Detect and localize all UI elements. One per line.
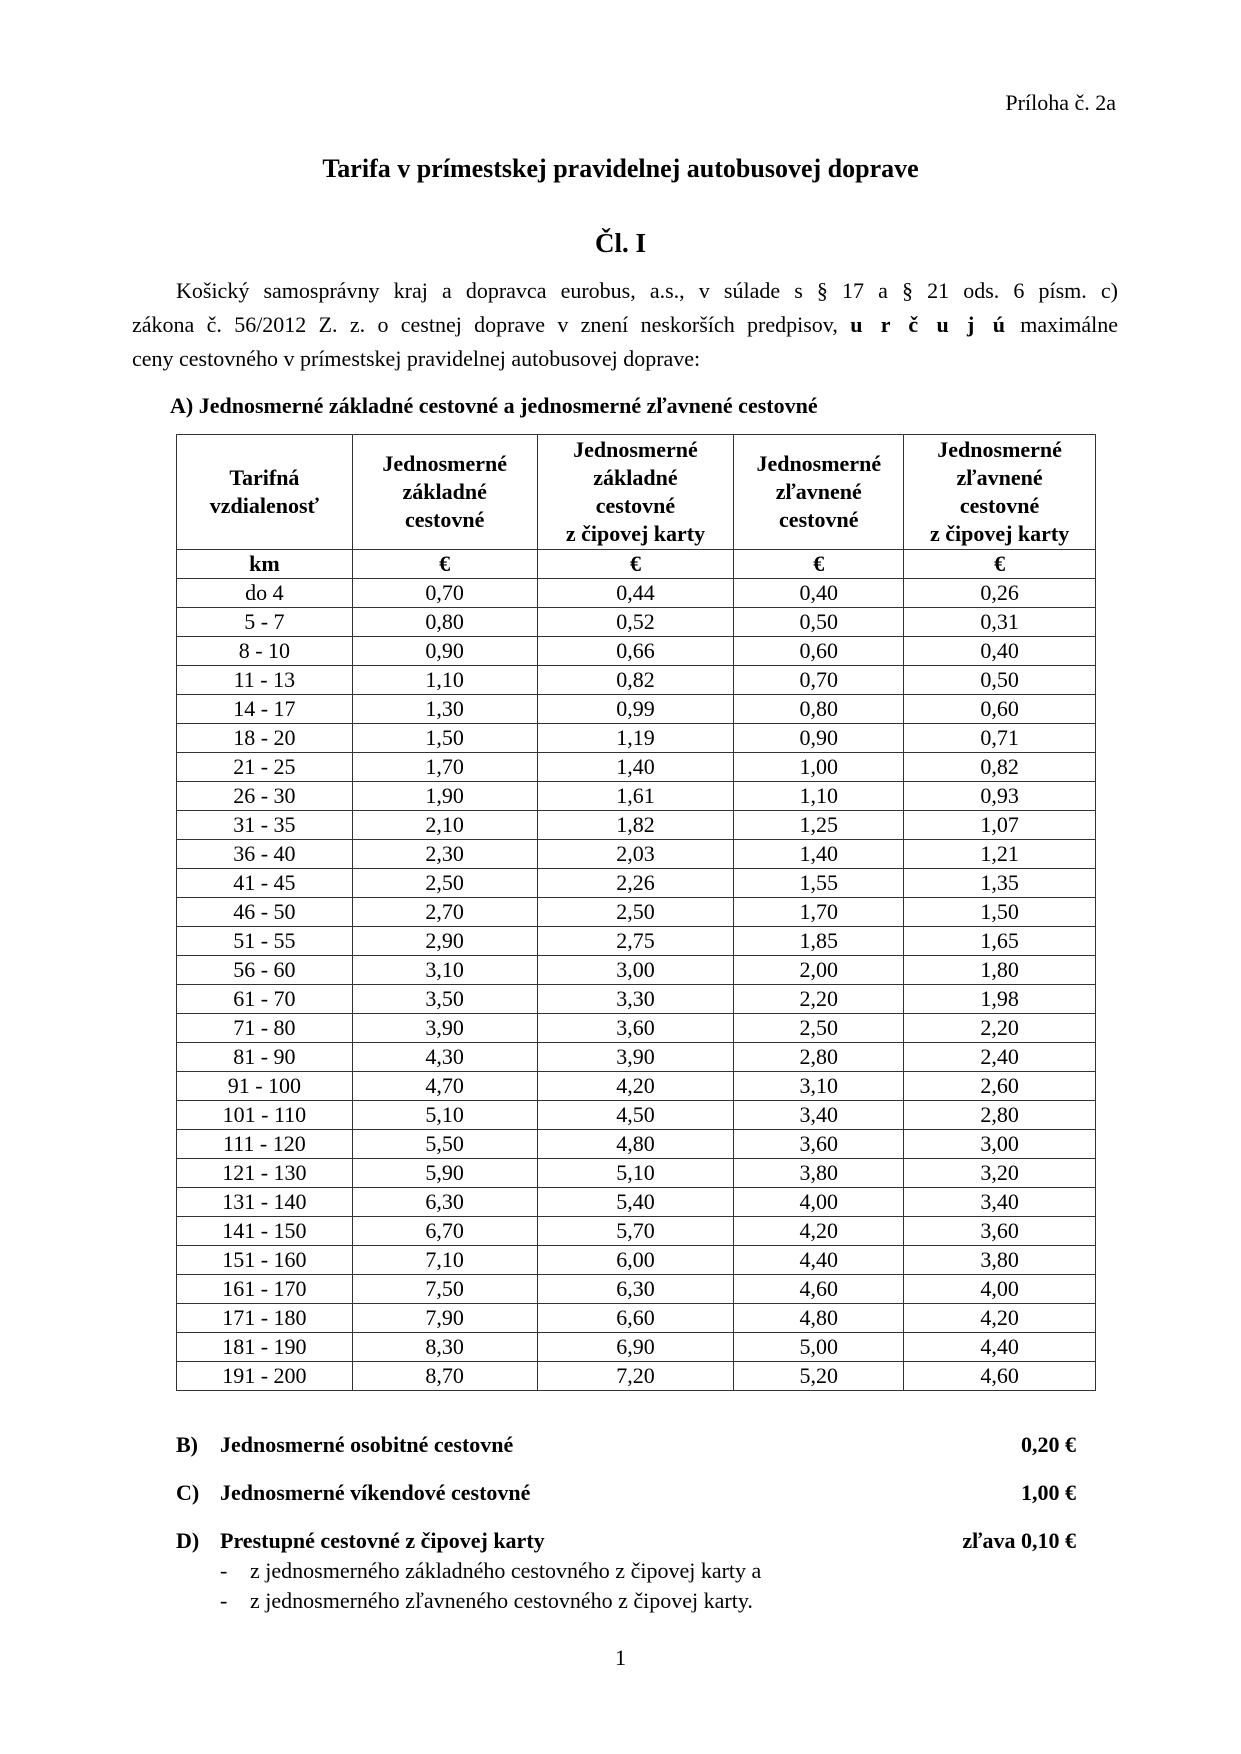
- price-cell: 6,90: [537, 1333, 734, 1362]
- table-row: [177, 956, 1096, 985]
- price-cell: 7,90: [352, 1304, 537, 1333]
- price-cell: 3,90: [537, 1043, 734, 1072]
- clause-c-text: Jednosmerné víkendové cestovné: [220, 1480, 531, 1505]
- price-cell: 1,98: [904, 985, 1096, 1014]
- price-cell: 4,30: [352, 1043, 537, 1072]
- distance-cell: 5 - 7: [177, 608, 353, 637]
- price-cell: 7,50: [352, 1275, 537, 1304]
- intro-line-2: [132, 308, 1118, 342]
- table-row: [177, 1275, 1096, 1304]
- price-cell: 2,40: [904, 1043, 1096, 1072]
- price-cell: 0,99: [537, 695, 734, 724]
- price-cell: 1,90: [352, 782, 537, 811]
- price-cell: 5,10: [352, 1101, 537, 1130]
- price-cell: 3,10: [352, 956, 537, 985]
- price-cell: 1,85: [734, 927, 904, 956]
- price-cell: 1,19: [537, 724, 734, 753]
- table-row: [177, 782, 1096, 811]
- distance-cell: 8 - 10: [177, 637, 353, 666]
- price-cell: 5,50: [352, 1130, 537, 1159]
- price-cell: 2,60: [904, 1072, 1096, 1101]
- intro-line-2-start: zákona č. 56/2012 Z. z. o cestnej doprave v znení neskorších predpisov,: [132, 312, 838, 337]
- intro-paragraph: [132, 274, 1118, 376]
- price-cell: 1,80: [904, 956, 1096, 985]
- table-row: [177, 1333, 1096, 1362]
- price-cell: 5,40: [537, 1188, 734, 1217]
- price-cell: 0,90: [352, 637, 537, 666]
- price-cell: 0,82: [537, 666, 734, 695]
- price-cell: 0,40: [734, 579, 904, 608]
- distance-cell: 81 - 90: [177, 1043, 353, 1072]
- price-cell: 7,20: [537, 1362, 734, 1391]
- distance-cell: 51 - 55: [177, 927, 353, 956]
- price-cell: 0,31: [904, 608, 1096, 637]
- price-cell: 0,40: [904, 637, 1096, 666]
- table-row: [177, 1246, 1096, 1275]
- header-discount-fare: Jednosmerné zľavnené cestovné: [734, 435, 904, 550]
- price-cell: 1,65: [904, 927, 1096, 956]
- unit-euro: €: [734, 550, 904, 579]
- price-cell: 5,00: [734, 1333, 904, 1362]
- price-cell: 2,90: [352, 927, 537, 956]
- price-cell: 3,60: [904, 1217, 1096, 1246]
- price-cell: 1,25: [734, 811, 904, 840]
- table-header-row: [177, 435, 1096, 550]
- unit-euro: €: [537, 550, 734, 579]
- price-cell: 4,20: [734, 1217, 904, 1246]
- price-cell: 1,40: [537, 753, 734, 782]
- distance-cell: 71 - 80: [177, 1014, 353, 1043]
- unit-euro: €: [904, 550, 1096, 579]
- price-cell: 0,50: [904, 666, 1096, 695]
- price-cell: 6,00: [537, 1246, 734, 1275]
- price-cell: 0,26: [904, 579, 1096, 608]
- price-cell: 3,20: [904, 1159, 1096, 1188]
- table-row: [177, 927, 1096, 956]
- distance-cell: 191 - 200: [177, 1362, 353, 1391]
- table-row: [177, 869, 1096, 898]
- distance-cell: do 4: [177, 579, 353, 608]
- price-cell: 2,70: [352, 898, 537, 927]
- table-row: [177, 1043, 1096, 1072]
- price-cell: 0,50: [734, 608, 904, 637]
- table-row: [177, 1014, 1096, 1043]
- intro-line-1: Košický samosprávny kraj a dopravca eurobus, a.s., v súlade s § 17 a § 21 ods. 6 písm. c): [176, 278, 1118, 303]
- price-cell: 2,75: [537, 927, 734, 956]
- clause-b-letter: B): [176, 1432, 198, 1457]
- table-row: [177, 898, 1096, 927]
- distance-cell: 161 - 170: [177, 1275, 353, 1304]
- price-cell: 4,60: [734, 1275, 904, 1304]
- price-cell: 2,50: [537, 898, 734, 927]
- price-cell: 3,50: [352, 985, 537, 1014]
- price-cell: 2,20: [734, 985, 904, 1014]
- price-cell: 1,61: [537, 782, 734, 811]
- clause-c-letter: C): [176, 1480, 200, 1505]
- distance-cell: 56 - 60: [177, 956, 353, 985]
- table-row: [177, 1304, 1096, 1333]
- price-cell: 2,80: [734, 1043, 904, 1072]
- price-cell: 1,55: [734, 869, 904, 898]
- price-cell: 1,10: [352, 666, 537, 695]
- price-cell: 0,70: [734, 666, 904, 695]
- distance-cell: 91 - 100: [177, 1072, 353, 1101]
- table-row: [177, 753, 1096, 782]
- price-cell: 1,82: [537, 811, 734, 840]
- distance-cell: 121 - 130: [177, 1159, 353, 1188]
- distance-cell: 41 - 45: [177, 869, 353, 898]
- price-cell: 1,50: [352, 724, 537, 753]
- price-cell: 4,50: [537, 1101, 734, 1130]
- price-cell: 0,70: [352, 579, 537, 608]
- intro-emphasis: u r č u j ú: [850, 312, 1008, 337]
- distance-cell: 31 - 35: [177, 811, 353, 840]
- price-cell: 0,71: [904, 724, 1096, 753]
- price-cell: 5,90: [352, 1159, 537, 1188]
- price-cell: 6,70: [352, 1217, 537, 1246]
- price-cell: 0,80: [734, 695, 904, 724]
- table-row: [177, 666, 1096, 695]
- tariff-table: [176, 434, 1096, 1391]
- distance-cell: 141 - 150: [177, 1217, 353, 1246]
- price-cell: 4,00: [904, 1275, 1096, 1304]
- price-cell: 0,82: [904, 753, 1096, 782]
- price-cell: 4,80: [734, 1304, 904, 1333]
- price-cell: 1,21: [904, 840, 1096, 869]
- distance-cell: 101 - 110: [177, 1101, 353, 1130]
- unit-euro: €: [352, 550, 537, 579]
- price-cell: 3,10: [734, 1072, 904, 1101]
- header-distance: Tarifná vzdialenosť: [177, 435, 353, 550]
- clause-d-letter: D): [176, 1528, 200, 1553]
- page-number: 1: [615, 1645, 626, 1670]
- price-cell: 6,30: [537, 1275, 734, 1304]
- annex-label: Príloha č. 2a: [1005, 90, 1116, 115]
- table-row: [177, 840, 1096, 869]
- price-cell: 4,60: [904, 1362, 1096, 1391]
- price-cell: 5,10: [537, 1159, 734, 1188]
- table-row: [177, 1130, 1096, 1159]
- price-cell: 0,90: [734, 724, 904, 753]
- price-cell: 2,20: [904, 1014, 1096, 1043]
- price-cell: 1,50: [904, 898, 1096, 927]
- clause-b-text: Jednosmerné osobitné cestovné: [220, 1432, 514, 1457]
- distance-cell: 111 - 120: [177, 1130, 353, 1159]
- intro-line-2-end: maximálne: [1020, 312, 1119, 337]
- distance-cell: 11 - 13: [177, 666, 353, 695]
- price-cell: 0,66: [537, 637, 734, 666]
- price-cell: 3,40: [904, 1188, 1096, 1217]
- price-cell: 0,52: [537, 608, 734, 637]
- price-cell: 5,70: [537, 1217, 734, 1246]
- price-cell: 2,00: [734, 956, 904, 985]
- price-cell: 2,50: [734, 1014, 904, 1043]
- price-cell: 0,93: [904, 782, 1096, 811]
- price-cell: 3,80: [904, 1246, 1096, 1275]
- table-units-row: [177, 550, 1096, 579]
- table-row: [177, 1362, 1096, 1391]
- price-cell: 2,03: [537, 840, 734, 869]
- price-cell: 2,26: [537, 869, 734, 898]
- distance-cell: 26 - 30: [177, 782, 353, 811]
- price-cell: 3,30: [537, 985, 734, 1014]
- dash-bullet: -: [220, 1588, 228, 1613]
- table-row: [177, 985, 1096, 1014]
- price-cell: 1,30: [352, 695, 537, 724]
- price-cell: 4,80: [537, 1130, 734, 1159]
- table-row: [177, 695, 1096, 724]
- price-cell: 3,00: [537, 956, 734, 985]
- table-row: [177, 1072, 1096, 1101]
- clause-d-text: Prestupné cestovné z čipovej karty: [220, 1528, 545, 1553]
- price-cell: 3,00: [904, 1130, 1096, 1159]
- price-cell: 8,70: [352, 1362, 537, 1391]
- price-cell: 0,60: [734, 637, 904, 666]
- price-cell: 8,30: [352, 1333, 537, 1362]
- price-cell: 2,30: [352, 840, 537, 869]
- table-row: [177, 1101, 1096, 1130]
- header-basic-fare: Jednosmerné základné cestovné: [352, 435, 537, 550]
- price-cell: 1,40: [734, 840, 904, 869]
- price-cell: 3,40: [734, 1101, 904, 1130]
- price-cell: 0,60: [904, 695, 1096, 724]
- clause-c-price: 1,00 €: [1021, 1480, 1076, 1505]
- table-row: [177, 608, 1096, 637]
- price-cell: 4,70: [352, 1072, 537, 1101]
- price-cell: 2,50: [352, 869, 537, 898]
- table-row: [177, 724, 1096, 753]
- price-cell: 0,80: [352, 608, 537, 637]
- price-cell: 1,10: [734, 782, 904, 811]
- clause-d-price: zľava 0,10 €: [962, 1528, 1076, 1553]
- clause-b-price: 0,20 €: [1021, 1432, 1076, 1457]
- distance-cell: 46 - 50: [177, 898, 353, 927]
- distance-cell: 36 - 40: [177, 840, 353, 869]
- price-cell: 6,60: [537, 1304, 734, 1333]
- list-item: - z jednosmerného základného cestovného z čipovej karty a: [220, 1556, 761, 1586]
- distance-cell: 151 - 160: [177, 1246, 353, 1275]
- price-cell: 6,30: [352, 1188, 537, 1217]
- document-title: Tarifa v prímestskej pravidelnej autobusovej doprave: [322, 154, 919, 183]
- header-basic-fare-card: Jednosmerné základné cestovné z čipovej karty: [537, 435, 734, 550]
- distance-cell: 61 - 70: [177, 985, 353, 1014]
- tariff-table-body: [177, 579, 1096, 1391]
- distance-cell: 181 - 190: [177, 1333, 353, 1362]
- price-cell: 1,07: [904, 811, 1096, 840]
- table-row: [177, 579, 1096, 608]
- intro-line-3: ceny cestovného v prímestskej pravidelnej autobusovej doprave:: [132, 346, 701, 371]
- article-heading: Čl. I: [594, 228, 646, 258]
- price-cell: 4,40: [904, 1333, 1096, 1362]
- distance-cell: 131 - 140: [177, 1188, 353, 1217]
- price-cell: 3,80: [734, 1159, 904, 1188]
- table-row: [177, 1217, 1096, 1246]
- price-cell: 7,10: [352, 1246, 537, 1275]
- dash-bullet: -: [220, 1558, 228, 1583]
- clause-d-items: [220, 1556, 761, 1616]
- list-item: - z jednosmerného zľavneného cestovného z čipovej karty.: [220, 1586, 761, 1616]
- price-cell: 4,20: [904, 1304, 1096, 1333]
- price-cell: 4,00: [734, 1188, 904, 1217]
- price-cell: 2,80: [904, 1101, 1096, 1130]
- price-cell: 1,00: [734, 753, 904, 782]
- table-row: [177, 811, 1096, 840]
- distance-cell: 14 - 17: [177, 695, 353, 724]
- price-cell: 1,70: [734, 898, 904, 927]
- price-cell: 5,20: [734, 1362, 904, 1391]
- price-cell: 4,40: [734, 1246, 904, 1275]
- table-row: [177, 637, 1096, 666]
- price-cell: 3,60: [537, 1014, 734, 1043]
- header-discount-fare-card: Jednosmerné zľavnené cestovné z čipovej karty: [904, 435, 1096, 550]
- price-cell: 3,60: [734, 1130, 904, 1159]
- price-cell: 2,10: [352, 811, 537, 840]
- table-row: [177, 1188, 1096, 1217]
- distance-cell: 171 - 180: [177, 1304, 353, 1333]
- price-cell: 1,35: [904, 869, 1096, 898]
- distance-cell: 18 - 20: [177, 724, 353, 753]
- table-row: [177, 1159, 1096, 1188]
- price-cell: 0,44: [537, 579, 734, 608]
- unit-km: km: [177, 550, 353, 579]
- price-cell: 3,90: [352, 1014, 537, 1043]
- distance-cell: 21 - 25: [177, 753, 353, 782]
- price-cell: 1,70: [352, 753, 537, 782]
- section-a-heading: A) Jednosmerné základné cestovné a jednosmerné zľavnené cestovné: [170, 393, 818, 418]
- price-cell: 4,20: [537, 1072, 734, 1101]
